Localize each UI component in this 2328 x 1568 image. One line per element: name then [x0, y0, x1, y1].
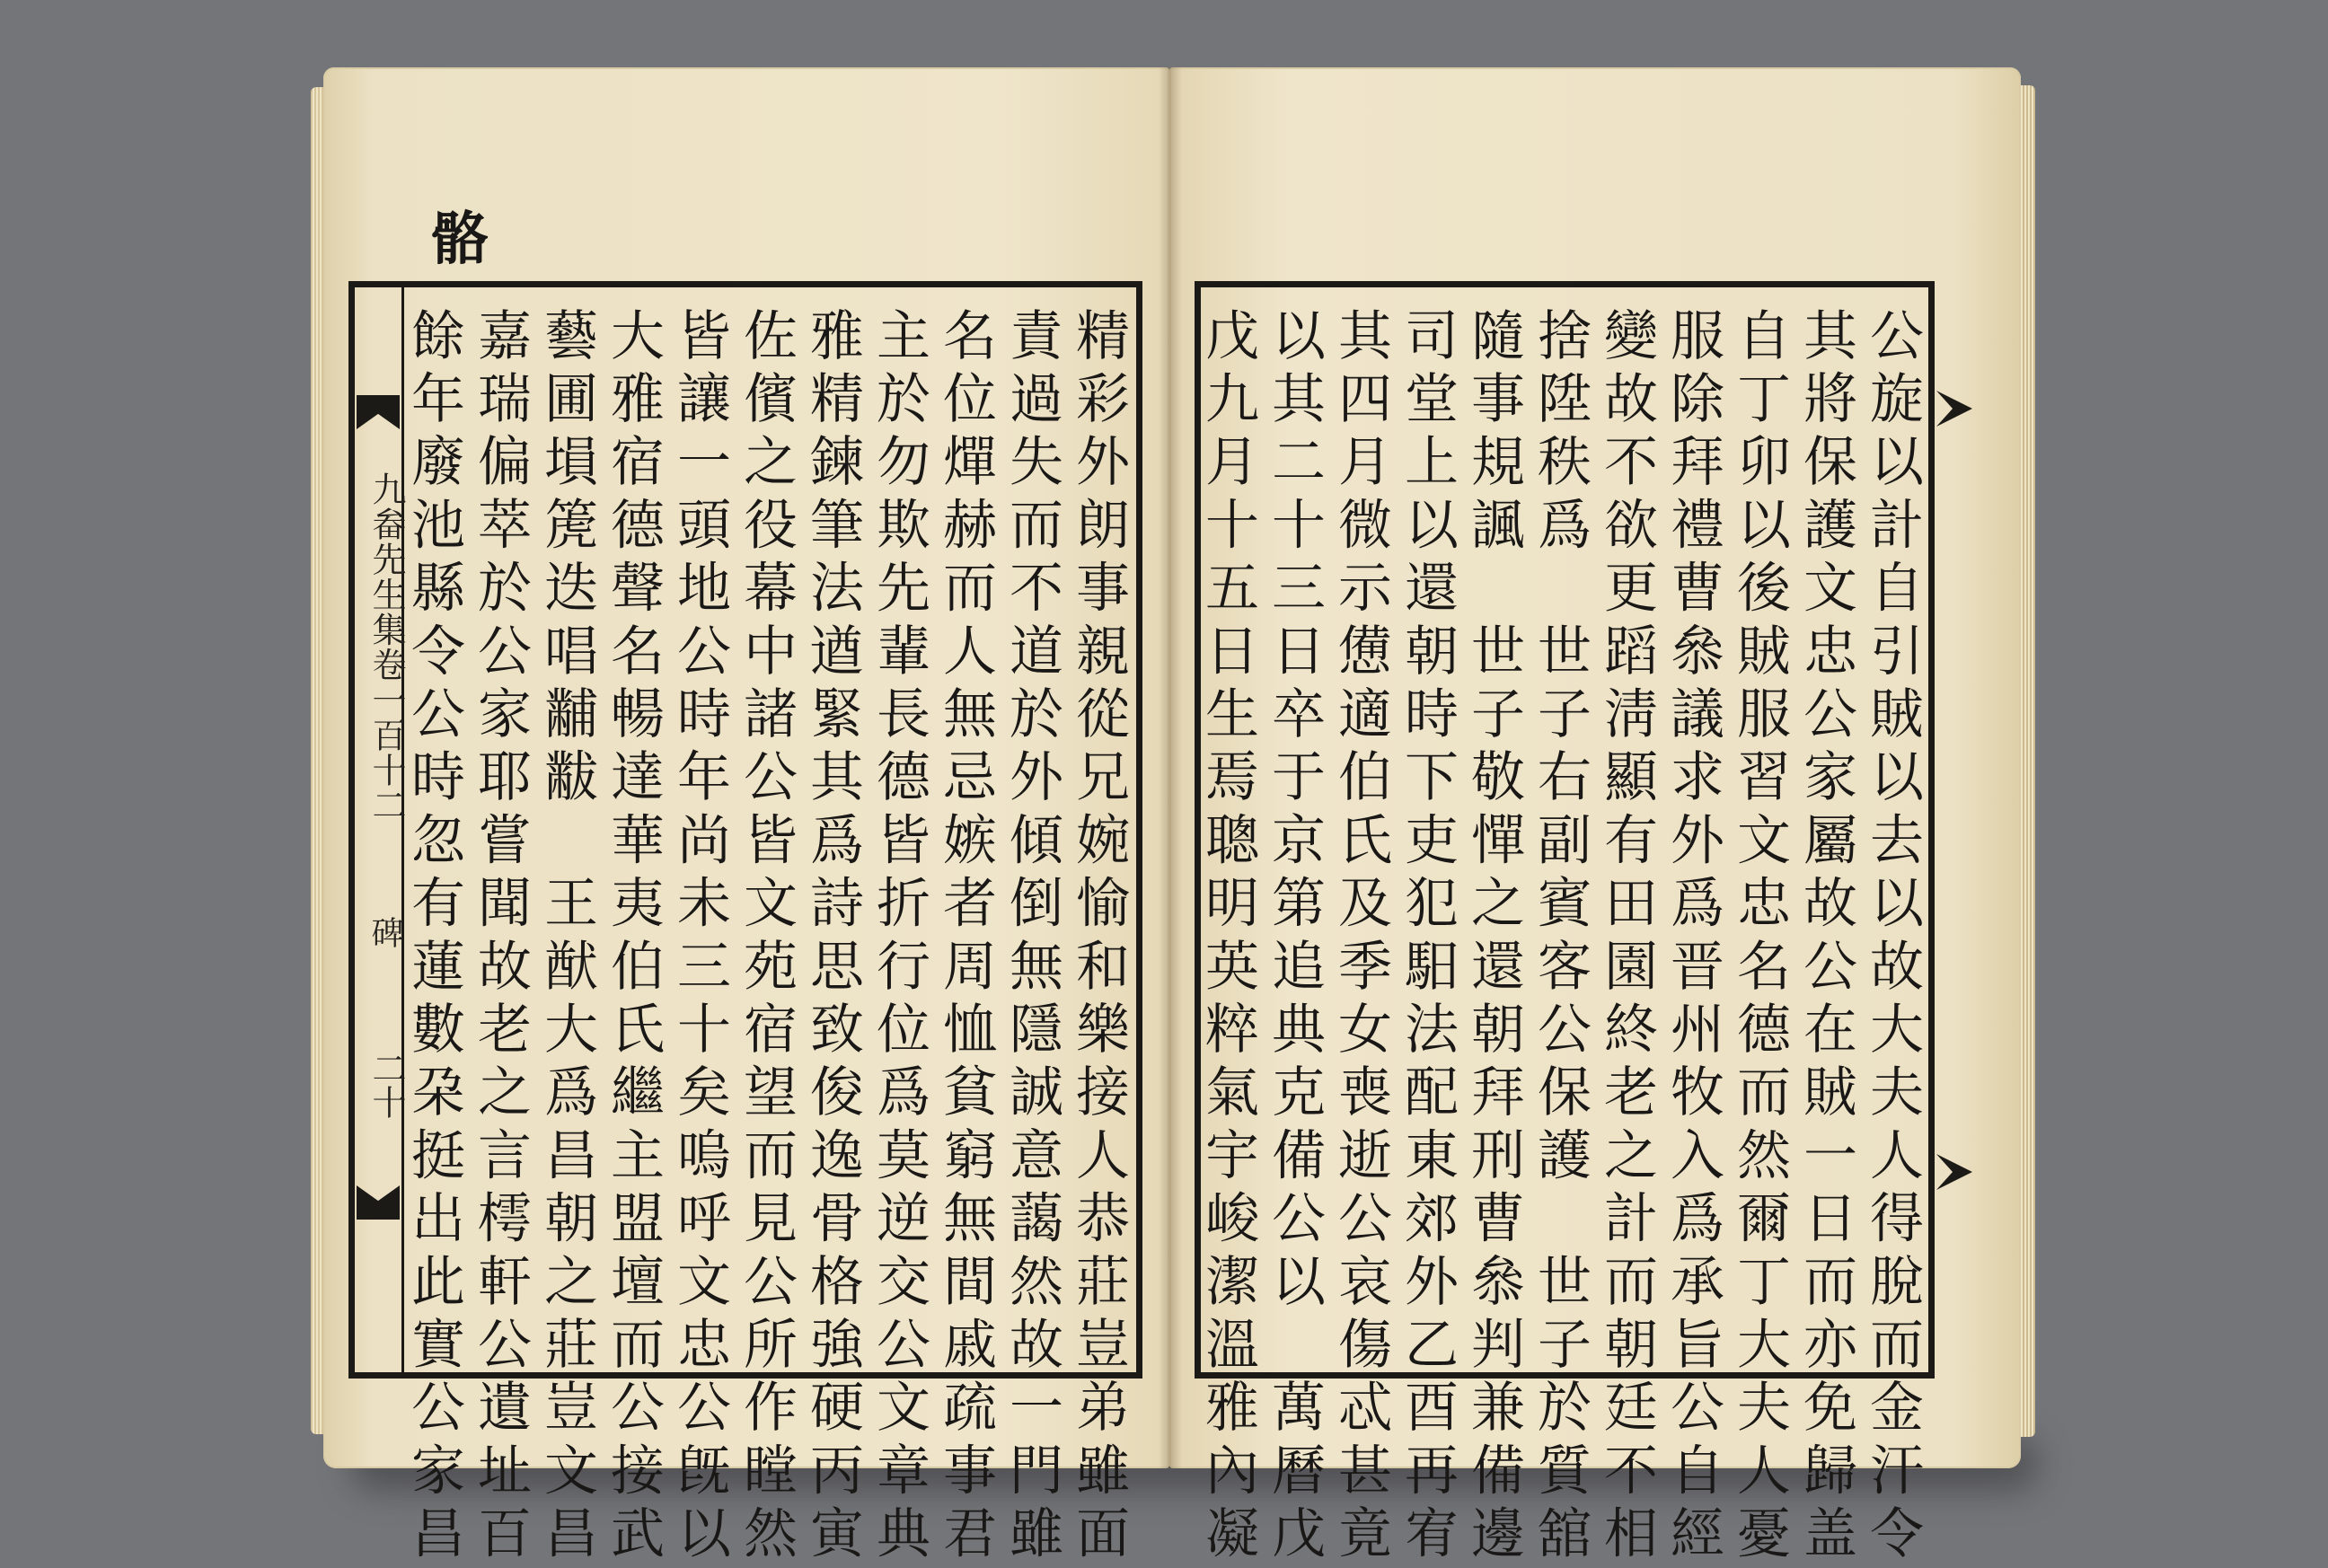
left-col-3: 名位燀赫而人無忌嫉者周恤貧窮無間戚疏事君: [934, 307, 997, 1568]
right-col-10: 以其二十三日卒于京第追典克備公以 萬曆戊: [1263, 307, 1326, 1568]
left-col-10: 嘉瑞偏萃於公家耶嘗聞故老之言樗軒公遺址百: [469, 307, 532, 1568]
left-col-2: 責過失而不道於外傾倒無隱誠意藹然故一門雖: [1001, 307, 1063, 1568]
right-col-7: 隨事規諷 世子敬憚之還朝拜刑曹叅判兼備邊: [1462, 307, 1525, 1568]
right-page-frame: [1196, 283, 1933, 1568]
right-col-2: 其將保護文忠公家屬故公在賊一日而亦免歸盖: [1794, 307, 1857, 1568]
left-page: [323, 67, 1169, 1568]
banxin-title: 九畚先生集卷一百十二: [366, 471, 406, 824]
right-col-3: 自丁卯以後賊服習文忠名德而然爾丁大夫人憂: [1728, 307, 1791, 1568]
left-col-9: 藝圃塤箎迭唱黼黻 王猷大爲昌朝之莊豈文昌: [535, 307, 598, 1568]
banxin-section: 碑: [366, 916, 403, 948]
left-col-5: 雅精鍊筆法遒緊其爲詩思致俊逸骨格強硬丙寅: [801, 307, 864, 1568]
fish-tail-right-top-icon: [1936, 391, 1972, 427]
margin-annotation: 骼: [431, 206, 489, 273]
left-col-6: 佐儐之役幕中諸公皆文苑宿望而見公所作瞠然: [735, 307, 798, 1568]
right-col-9: 其四月微示憊適伯氏及季女喪逝公哀傷忒甚竟: [1329, 307, 1392, 1568]
right-col-8: 司堂上以還朝時下吏犯馹法配東郊外乙酉再宥: [1396, 307, 1459, 1568]
banxin-page-number: 二十: [366, 1051, 406, 1119]
book-gutter: [1159, 67, 1182, 1468]
fish-tail-right-bottom-icon: [1936, 1154, 1972, 1190]
left-col-8: 大雅宿德聲名暢達華夷伯氏繼主盟壇而公接武: [602, 307, 665, 1568]
right-col-1: 公旋以計自引賊以去以故大夫人得脫而金汗令: [1861, 307, 1924, 1568]
right-col-11: 戊九月十五日生焉聰明英粹氣宇峻潔溫雅內凝: [1196, 307, 1259, 1568]
left-col-7: 皆讓一頭地公時年尚未三十矣嗚呼文忠公旣以: [668, 307, 731, 1568]
left-col-4: 主於勿欺先輩長德皆折行位爲莫逆交公文章典: [868, 307, 930, 1568]
left-col-11: 餘年廢池縣令公時忽有蓮數朶挺出此實公家昌: [402, 307, 465, 1568]
right-col-4: 服除拜禮曹叅議求外爲晋州牧入爲承旨公自經: [1662, 307, 1724, 1568]
left-col-1: 精彩外朗事親從兄婉愉和樂接人恭莊豈弟雖面: [1067, 307, 1130, 1568]
right-page: [1169, 67, 2021, 1568]
right-col-5: 變故不欲更蹈淸顯有田園終老之計而朝廷不相: [1595, 307, 1658, 1568]
left-page-frame: [350, 283, 1141, 1568]
open-book: [323, 67, 2021, 1568]
right-col-6: 捨陞秩爲 世子右副賓客公保護 世子於質舘: [1529, 307, 1592, 1568]
